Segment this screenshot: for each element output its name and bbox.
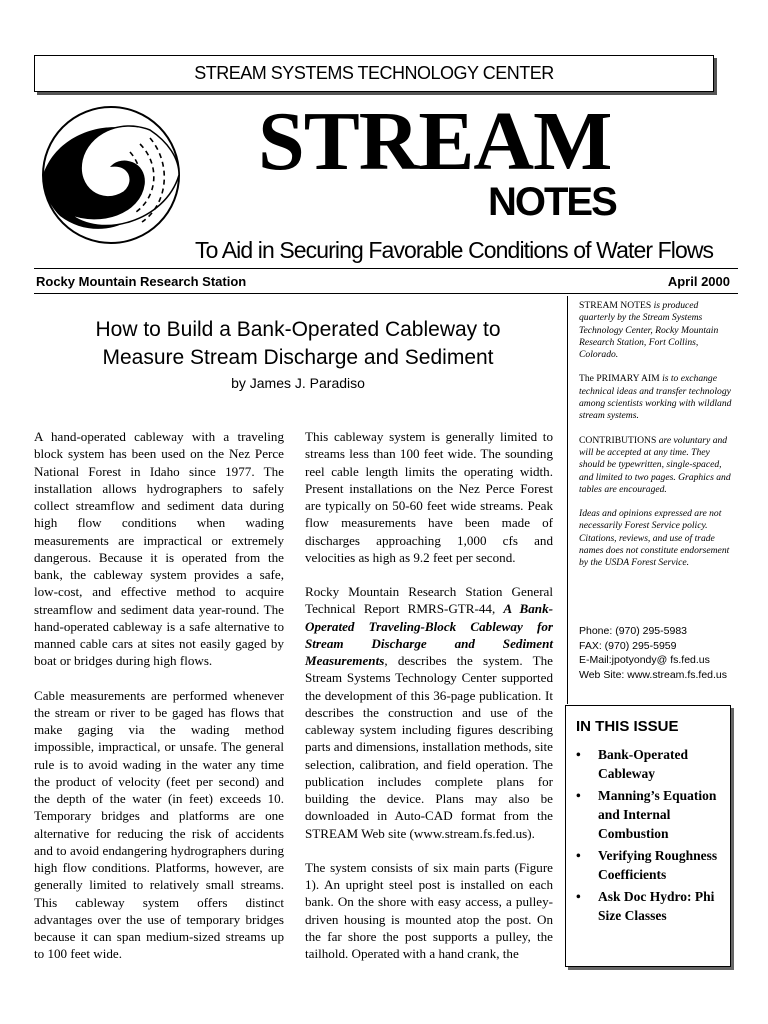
list-item-text: Manning’s Equation and Internal Combustion	[598, 788, 717, 841]
list-item-text: Bank-Operated Cableway	[598, 747, 689, 781]
list-item	[576, 846, 722, 884]
sidebar-paragraph	[579, 435, 735, 496]
header-rule-top	[34, 268, 738, 269]
in-this-issue-heading: IN THIS ISSUE	[576, 718, 679, 735]
paragraph-text: Rocky Mountain Research Station General Technical Report RMRS-GTR-44,	[305, 584, 553, 617]
list-item	[576, 745, 722, 783]
article-title-line1: How to Build a Bank-Operated Cableway to	[95, 318, 501, 341]
masthead-title: STREAM	[258, 95, 612, 188]
center-name: STREAM SYSTEMS TECHNOLOGY CENTER	[194, 63, 554, 83]
list-item	[576, 887, 722, 925]
list-item-text: Verifying Roughness Coefficients	[598, 848, 718, 882]
swirl-logo-icon	[40, 104, 182, 246]
sidebar-text: is produced quarterly by the Stream Systems Technology Center, Rocky Mountain Research Station, Fort Collins, Colorado.	[579, 300, 719, 361]
sidebar-keyword: STREAM NOTES	[579, 300, 652, 311]
sidebar-text: are voluntary and will be accepted at any time. They should be typewritten, single-spaced, and limited to two pages. Graphics and tables are encouraged.	[579, 434, 731, 495]
header-rule-bottom	[34, 293, 738, 294]
article-column-1	[34, 428, 284, 980]
center-name-box	[34, 55, 714, 92]
bullet-icon: •	[576, 747, 581, 762]
contact-email: E-Mail:jpotyondy@ fs.fed.us	[579, 654, 710, 667]
station-name: Rocky Mountain Research Station	[36, 274, 247, 289]
paragraph-text: , describes the system. The Stream Systems Technology Center supported the development of this 36-page publication. It describes the construction and use of the cableway system including figures describing parts and dimensions, installation methods, site selection, calibration, and field operation. The publication includes complete plans for building the device. Plans may also be downloaded in Auto-CAD format from the STREAM Web site (www.stream.fs.fed.us).	[305, 653, 553, 841]
contact-phone: Phone: (970) 295-5983	[579, 625, 687, 637]
paragraph: A hand-operated cableway with a traveling block system has been used on the Nez Perce National Forest in Idaho since 1977. The installation allows hydrographers to safely collect streamflow and sediment data during high flow conditions when wading measurements are impractical or extremely dangerous. Because it is operated from the bank, the cableway system provides a safe, low-cost, and effective method to acquire streamflow and sediment data year-round. The hand-operated cableway is a safe alternative to manned cable cars at sites not easily gaged by boat or bridges during high flows.	[34, 429, 284, 669]
article-title-line2: Measure Stream Discharge and Sediment	[102, 346, 494, 369]
sidebar-paragraph	[579, 373, 735, 422]
sidebar-info	[579, 300, 735, 582]
article-title	[34, 316, 562, 372]
bullet-icon: •	[576, 788, 581, 803]
sidebar-keyword: PRIMARY AIM	[596, 373, 660, 385]
bullet-icon: •	[576, 889, 581, 904]
sidebar-keyword: CONTRIBUTIONS	[579, 434, 657, 446]
list-item-text: Ask Doc Hydro: Phi Size Classes	[598, 889, 715, 923]
article-byline: by James J. Paradiso	[231, 375, 365, 391]
sidebar-text: The	[579, 373, 597, 385]
contact-website: Web Site: www.stream.fs.fed.us	[579, 669, 728, 682]
sidebar-paragraph: Ideas and opinions expressed are not necessarily Forest Service policy. Citations, reviews, and use of trade names does not constitute endorsement by the USDA Forest Service.	[579, 508, 730, 569]
bullet-icon: •	[576, 848, 581, 863]
sidebar-text: is to exchange technical ideas and transfer technology among scientists working with wildland stream systems.	[579, 373, 732, 422]
masthead-subtitle: NOTES	[488, 180, 616, 224]
article-column-2	[305, 428, 553, 979]
paragraph: Cable measurements are performed whenever the stream or river to be gaged has flows that make gaging via the wading method impossible, impractical, or unsafe. The general rule is to avoid wading in the water any time the product of velocity (feet per second) and the depth of the water (in feet) exceeds 10. Temporary bridges and platforms are one alternative for reducing the risk of accidents and to avoid endangering hydrographers during high flow conditions. Platforms, however, are generally limited to relatively small streams. This cableway system offers distinct advantages over the use of temporary bridges because it can span medium-sized streams up to 100 feet wide.	[34, 687, 284, 962]
tagline: To Aid in Securing Favorable Conditions of Water Flows	[195, 237, 714, 263]
sidebar-divider	[567, 296, 568, 704]
contact-info	[579, 624, 739, 683]
paragraph	[305, 583, 553, 842]
sidebar-paragraph	[579, 300, 735, 361]
paragraph: The system consists of six main parts (Figure 1). An upright steel post is installed on each bank. On the shore with easy access, a pulley-driven housing is mounted atop the post. On the far shore the post supports a pulley, the tailhold. Operated with a hand crank, the	[305, 859, 553, 961]
issue-date: April 2000	[667, 274, 730, 289]
paragraph: This cableway system is generally limited to streams less than 100 feet wide. The sounding reel cable length limits the operating width. Present installations on the Nez Perce Forest are typically on 50-60 feet wide streams. Peak flow measurements have been made of discharges approaching 1,000 cfs and velocities as high as 9.2 feet per second.	[305, 429, 553, 565]
report-title: A Bank-Operated Traveling-Block Cableway for Stream Discharge and Sediment Measurements	[305, 601, 553, 668]
contact-fax: FAX: (970) 295-5959	[579, 639, 677, 652]
in-this-issue-box	[565, 705, 731, 967]
in-this-issue-list	[576, 745, 722, 925]
list-item	[576, 786, 722, 843]
